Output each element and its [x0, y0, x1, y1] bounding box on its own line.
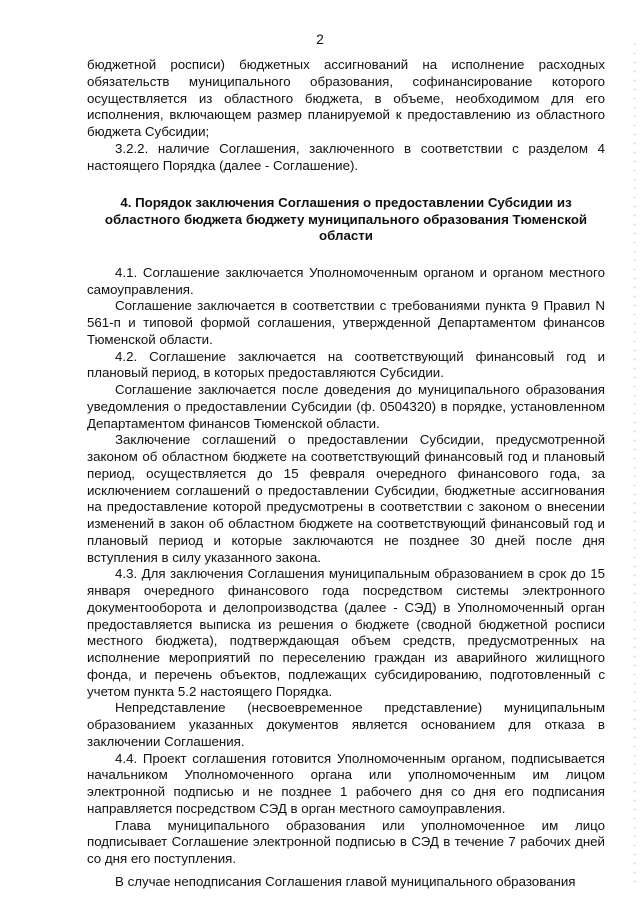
paragraph: 4.2. Соглашение заключается на соответствующий финансовый год и плановый период, в которых предоставляются Субсидии.	[87, 348, 605, 381]
paragraph: 4.3. Для заключения Соглашения муниципальным образованием в срок до 15 января очередного финансового года посредством системы электронного документооборота и делопроизводства (далее - СЭД) в Уполномоченный орган предоставляется выписка из решения о бюджете (сводной бюджетной росписи местного бюджета), подтверждающая объем средств, предусмотренных на исполнение мероприятий по переселению граждан из аварийного жилищного фонда, и перечень объектов, подлежащих субсидированию, подготовленный с учетом пункта 5.2 настоящего Порядка.	[87, 566, 605, 699]
paragraph: Соглашение заключается после доведения до муниципального образования уведомления о предоставлении Субсидии (ф. 0504320) в порядке, установленном Департаментом финансов Тюменской области.	[87, 382, 605, 431]
page-number: 2	[316, 31, 324, 47]
paragraph: 3.2.2. наличие Соглашения, заключенного в соответствии с разделом 4 настоящего Порядка (далее - Соглашение).	[87, 140, 605, 173]
paragraph: 4.1. Соглашение заключается Уполномоченным органом и органом местного самоуправления.	[87, 264, 605, 297]
paragraph: Заключение соглашений о предоставлении Субсидии, предусмотренной законом об областном бюджете на соответствующий финансовый год и плановый период, осуществляется до 15 февраля очередного финансового года, за исключением соглашений о предоставлении Субсидии, бюджетные ассигнования на предоставление которой предусмотрены в соответствии с законом о внесении изменений в закон об областном бюджете на соответствующий финансовый год и плановый период и которые заключаются не позднее 30 дней после дня вступления в силу указанного закона.	[87, 432, 605, 565]
paragraph: Глава муниципального образования или уполномоченное им лицо подписывает Соглашение электронной подписью в СЭД в течение 7 рабочих дней со дня его поступления.	[87, 817, 605, 866]
scan-margin-artifact	[633, 40, 636, 890]
paragraph: 4.4. Проект соглашения готовится Уполномоченным органом, подписывается начальником Уполномоченного органа или уполномоченным им лицом электронной подписью и не позднее 1 рабочего дня со дня его подписания направляется посредством СЭД в орган местного самоуправления.	[87, 750, 605, 816]
paragraph: Соглашение заключается в соответствии с требованиями пункта 9 Правил N 561-п и типовой формой соглашения, утвержденной Департаментом финансов Тюменской области.	[87, 298, 605, 347]
section-heading: 4. Порядок заключения Соглашения о предоставлении Субсидии из областного бюджета бюджету муниципального образования Тюменской области	[104, 195, 588, 244]
paragraph: бюджетной росписи) бюджетных ассигнований на исполнение расходных обязательств муниципального образования, софинансирование которого осуществляется из областного бюджета, в объеме, необходимом для его исполнения, включающем размер планируемой к предоставлению из областного бюджета Субсидии;	[87, 57, 605, 139]
paragraph: Непредставление (несвоевременное представление) муниципальным образованием указанных документов является основанием для отказа в заключении Соглашения.	[87, 700, 605, 749]
paragraph: В случае неподписания Соглашения главой муниципального образования	[115, 873, 576, 889]
document-body	[87, 57, 605, 891]
